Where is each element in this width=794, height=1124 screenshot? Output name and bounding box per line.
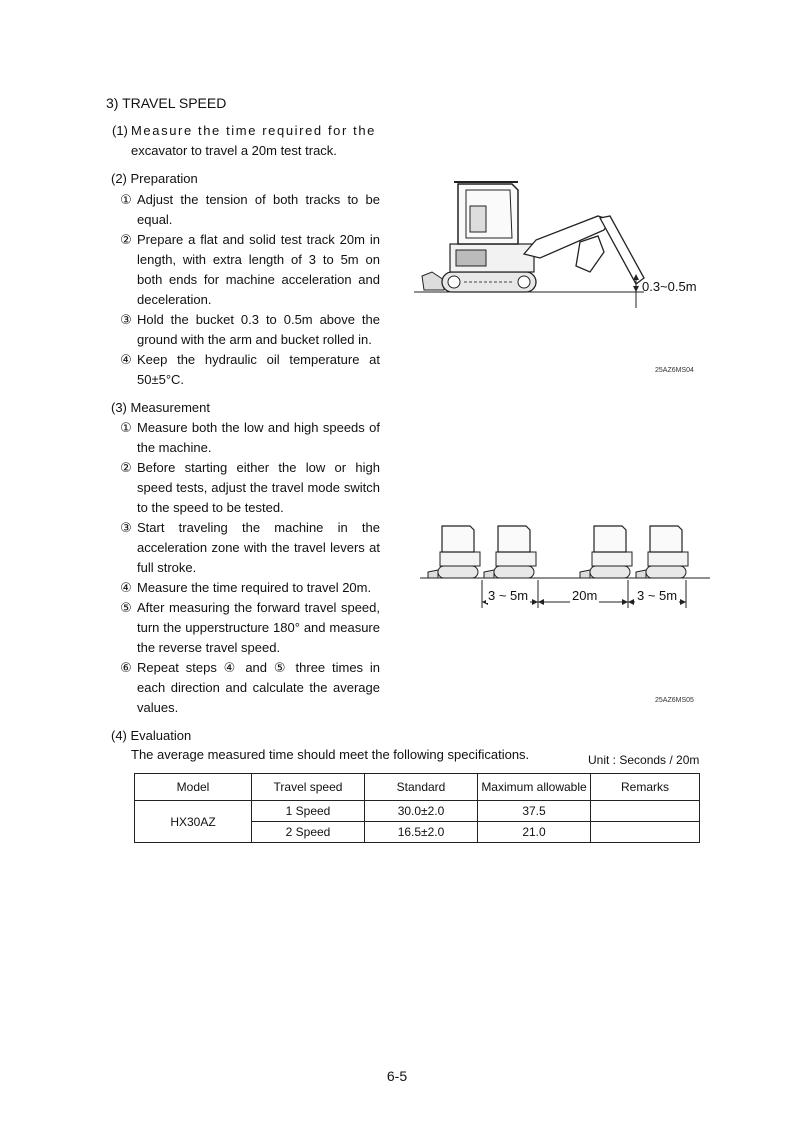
table-header-row bbox=[135, 774, 700, 801]
figure-caption: 25AZ6MS04 bbox=[655, 367, 694, 374]
column-header: Model bbox=[135, 774, 252, 801]
dimension-test-track: 20m bbox=[572, 588, 598, 603]
remarks-cell bbox=[591, 822, 700, 843]
step-number: ② bbox=[120, 460, 132, 475]
travel-speed-cell: 1 Speed bbox=[252, 801, 365, 822]
evaluation-text: The average measured time should meet the following specifications. bbox=[131, 747, 530, 762]
column-header: Travel speed bbox=[252, 774, 365, 801]
measurement-item bbox=[118, 658, 380, 718]
excavator-icon bbox=[580, 526, 632, 578]
measurement-item bbox=[118, 598, 380, 658]
evaluation-heading: (4) Evaluation bbox=[111, 728, 192, 743]
step-number: ④ bbox=[120, 580, 132, 595]
step-text: Before starting either the low or high speed tests, adjust the travel mode switch to the speed to be tested. bbox=[137, 460, 380, 515]
model-cell: HX30AZ bbox=[135, 801, 252, 843]
step-text: Start traveling the machine in the acceleration zone with the travel levers at full stroke. bbox=[137, 520, 380, 575]
dimension-accel-zone: 3 ~ 5m bbox=[488, 588, 529, 603]
bucket-height-label: 0.3~0.5m bbox=[642, 279, 697, 294]
intro-line-1: Measure the time required for the bbox=[131, 123, 377, 138]
column-header: Remarks bbox=[591, 774, 700, 801]
table-row bbox=[135, 801, 700, 822]
page-number: 6-5 bbox=[386, 1068, 408, 1084]
preparation-heading: (2) Preparation bbox=[111, 171, 198, 186]
measurement-item bbox=[118, 518, 380, 578]
step-number: ⑥ bbox=[120, 660, 132, 675]
excavator-icon bbox=[484, 526, 536, 578]
remarks-cell bbox=[591, 801, 700, 822]
standard-cell: 16.5±2.0 bbox=[365, 822, 478, 843]
test-track-figure bbox=[420, 520, 710, 620]
measurement-heading: (3) Measurement bbox=[111, 400, 210, 415]
standard-cell: 30.0±2.0 bbox=[365, 801, 478, 822]
step-number: ⑤ bbox=[120, 600, 132, 615]
measurement-item bbox=[118, 418, 380, 458]
preparation-item bbox=[118, 350, 380, 390]
intro-marker: (1) bbox=[112, 123, 128, 138]
max-allowable-cell: 37.5 bbox=[478, 801, 591, 822]
step-number: ① bbox=[120, 192, 132, 207]
step-text: Repeat steps ④ and ⑤ three times in each direction and calculate the average values. bbox=[137, 660, 380, 715]
step-text: Prepare a flat and solid test track 20m in length, with extra length of 3 to 5m on both ends for machine acceleration and deceleration. bbox=[137, 232, 380, 307]
column-header: Standard bbox=[365, 774, 478, 801]
step-text: After measuring the forward travel speed, turn the upperstructure 180° and measure the reverse travel speed. bbox=[137, 600, 380, 655]
column-header: Maximum allowable bbox=[478, 774, 591, 801]
excavator-figure bbox=[414, 176, 714, 316]
figure-caption: 25AZ6MS05 bbox=[655, 697, 694, 704]
measurement-item bbox=[118, 578, 380, 598]
intro-line-2: excavator to travel a 20m test track. bbox=[131, 143, 337, 158]
step-number: ③ bbox=[120, 312, 132, 327]
step-text: Adjust the tension of both tracks to be equal. bbox=[137, 192, 380, 227]
step-text: Keep the hydraulic oil temperature at 50±5°C. bbox=[137, 352, 380, 387]
preparation-item bbox=[118, 190, 380, 230]
step-number: ① bbox=[120, 420, 132, 435]
step-text: Measure the time required to travel 20m. bbox=[137, 580, 372, 595]
excavator-icon bbox=[428, 526, 480, 578]
preparation-item bbox=[118, 310, 380, 350]
max-allowable-cell: 21.0 bbox=[478, 822, 591, 843]
measurement-item bbox=[118, 458, 380, 518]
section-title: 3) TRAVEL SPEED bbox=[106, 95, 227, 111]
unit-label: Unit : Seconds / 20m bbox=[588, 753, 700, 767]
step-number: ③ bbox=[120, 520, 132, 535]
step-number: ④ bbox=[120, 352, 132, 367]
preparation-item bbox=[118, 230, 380, 310]
step-text: Hold the bucket 0.3 to 0.5m above the ground with the arm and bucket rolled in. bbox=[137, 312, 380, 347]
specification-table bbox=[134, 773, 700, 843]
step-number: ② bbox=[120, 232, 132, 247]
excavator-icon bbox=[636, 526, 688, 578]
step-text: Measure both the low and high speeds of the machine. bbox=[137, 420, 380, 455]
travel-speed-cell: 2 Speed bbox=[252, 822, 365, 843]
dimension-decel-zone: 3 ~ 5m bbox=[637, 588, 678, 603]
